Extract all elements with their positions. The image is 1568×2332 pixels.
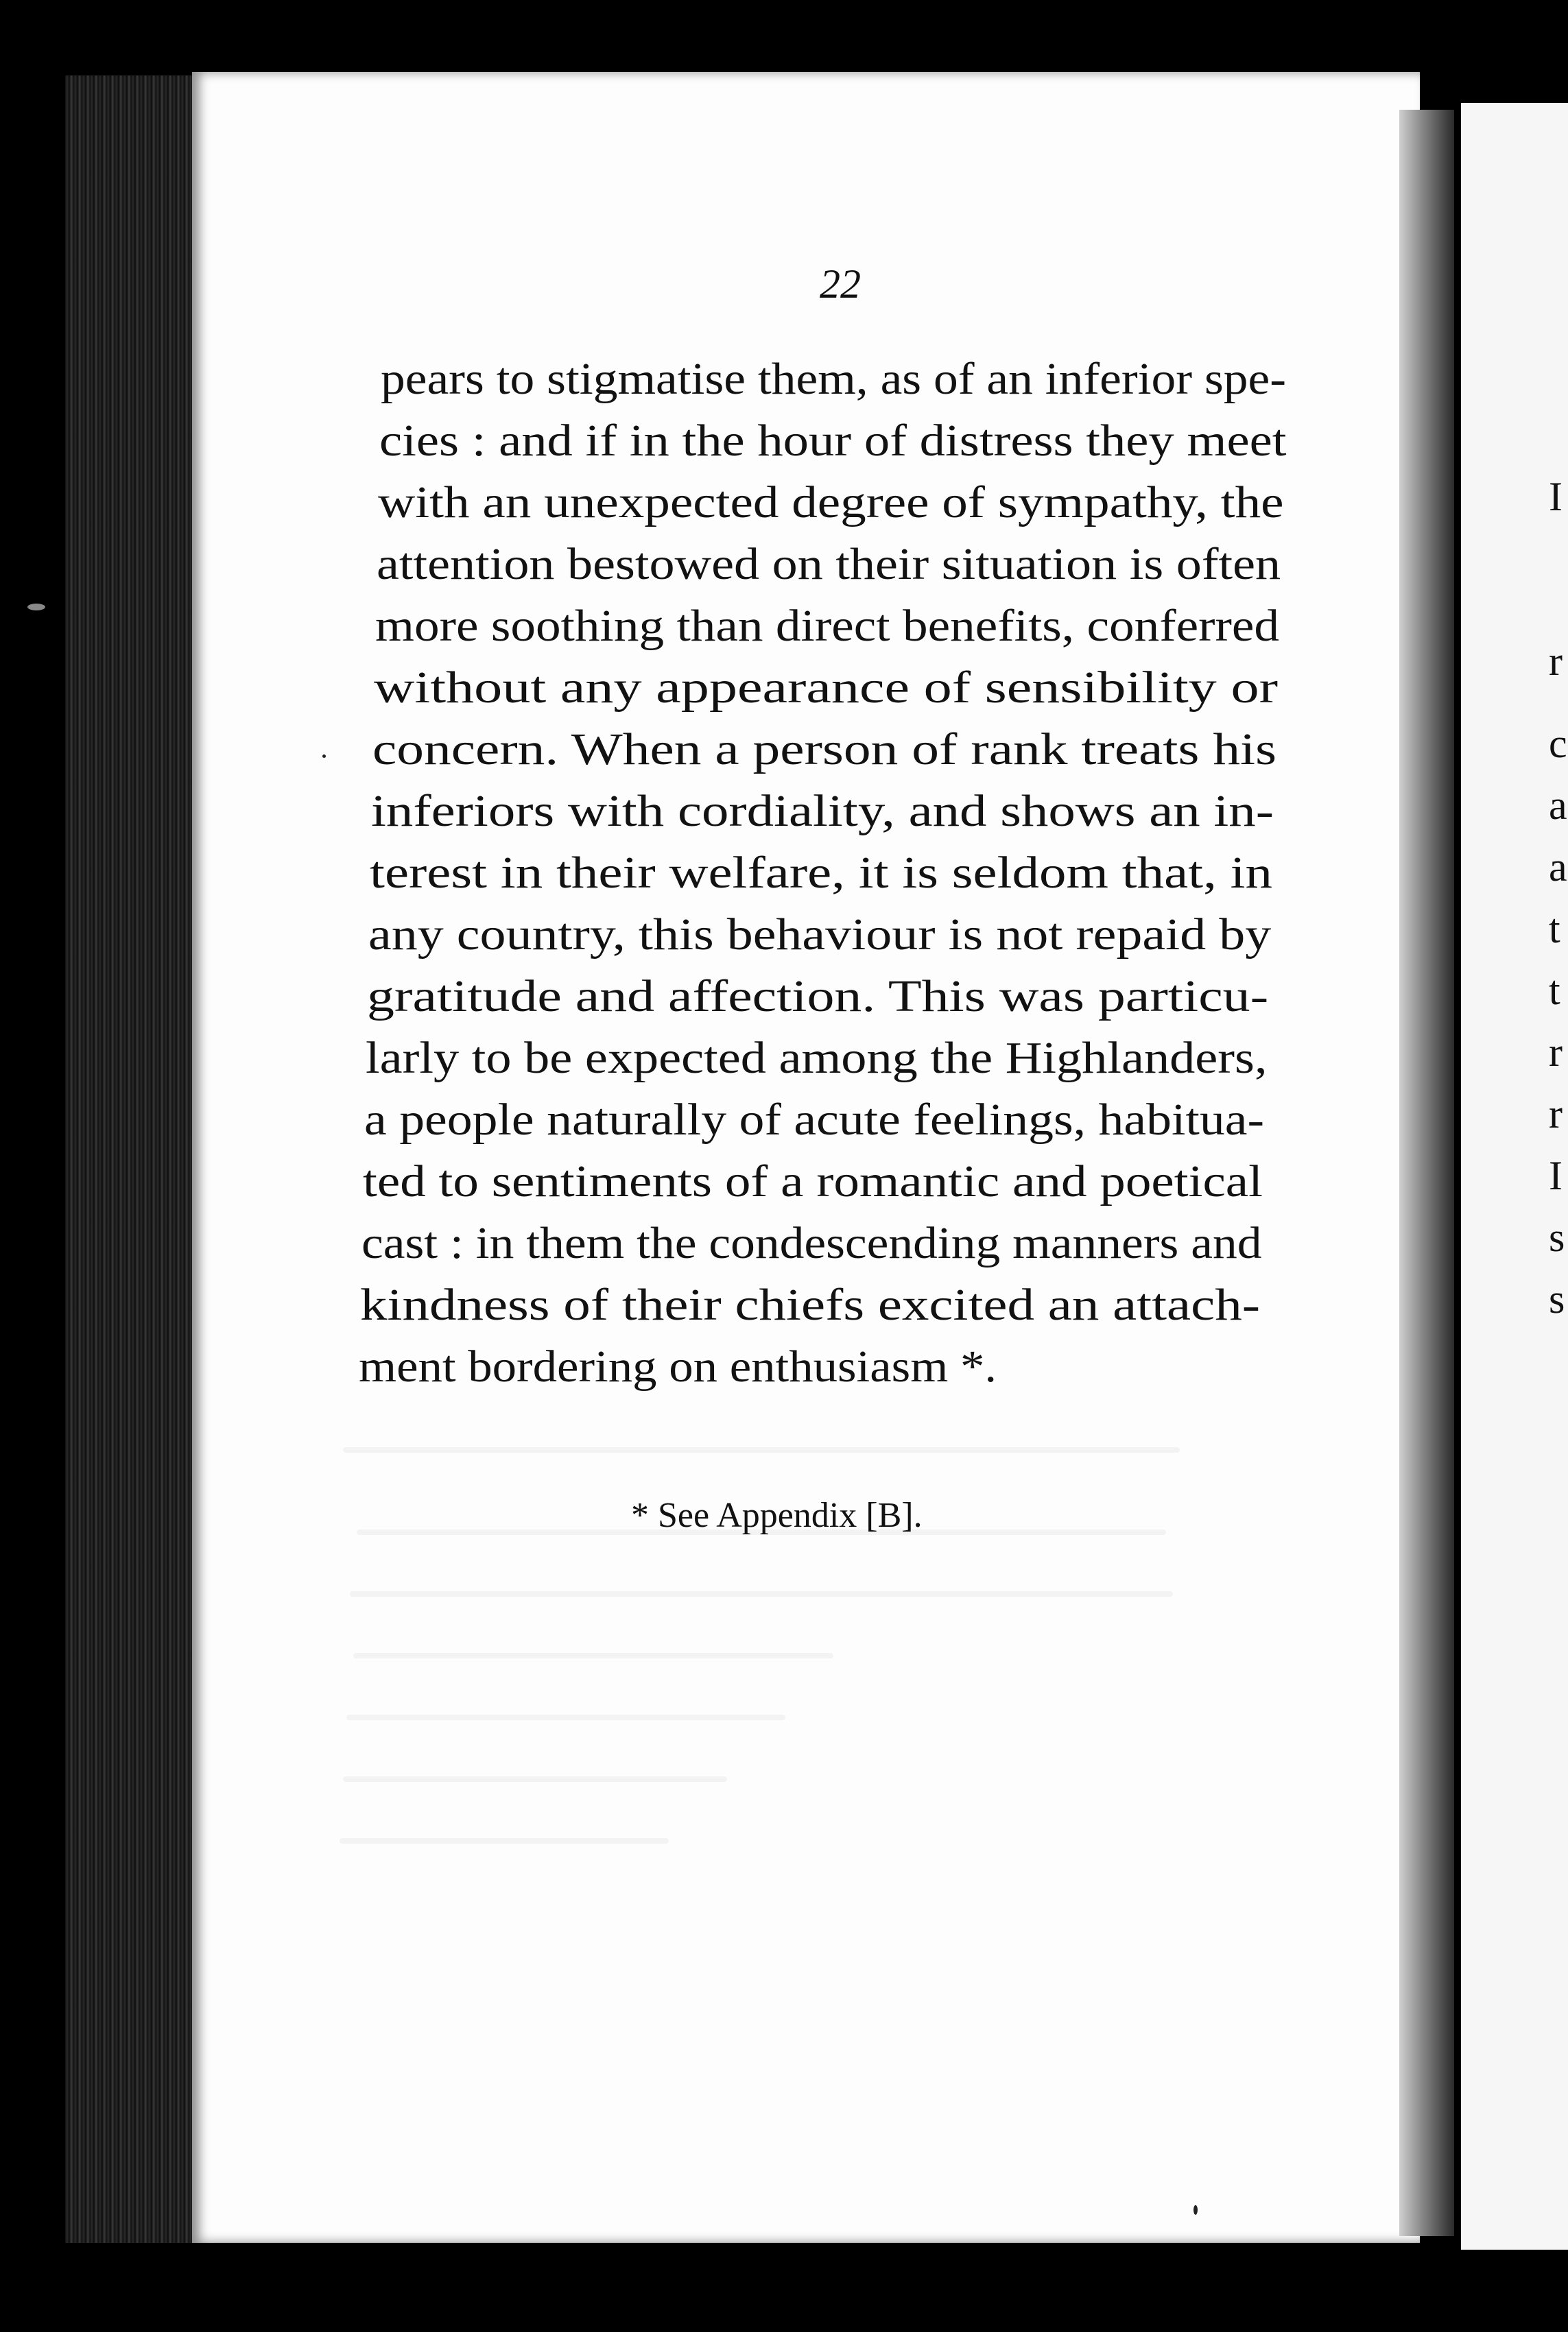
facing-page-glyph: c bbox=[1549, 721, 1567, 766]
show-through-line bbox=[340, 1838, 669, 1844]
dust-speck bbox=[322, 754, 326, 758]
show-through-line bbox=[353, 1653, 833, 1658]
facing-page-glyph: s bbox=[1549, 1215, 1565, 1260]
facing-page-glyph: r bbox=[1549, 1091, 1563, 1137]
text-line: ted to sentiments of a romantic and poetical bbox=[363, 1156, 1263, 1206]
text-line: any country, this behaviour is not repaid by bbox=[368, 909, 1272, 960]
text-line: cies : and if in the hour of distress they meet bbox=[379, 416, 1287, 466]
text-line-last: ment bordering on enthusiasm *. bbox=[359, 1342, 997, 1392]
facing-page-glyph: a bbox=[1549, 783, 1567, 828]
dust-speck bbox=[27, 604, 45, 610]
show-through-line bbox=[343, 1447, 1180, 1453]
text-line: cast : in them the condescending manners and bbox=[361, 1218, 1262, 1268]
text-line: gratitude and affection. This was particu- bbox=[367, 971, 1269, 1021]
footnote: * See Appendix [B]. bbox=[631, 1496, 923, 1535]
facing-page-glyph: t bbox=[1549, 968, 1560, 1013]
page-number: 22 bbox=[820, 261, 861, 307]
text-line: a people naturally of acute feelings, habitua- bbox=[364, 1095, 1265, 1145]
facing-page-glyph: I bbox=[1549, 1153, 1563, 1198]
text-line: larly to be expected among the Highlanders, bbox=[366, 1033, 1268, 1083]
text-line: attention bestowed on their situation is often bbox=[377, 539, 1281, 589]
show-through-line bbox=[343, 1776, 727, 1782]
text-line: more soothing than direct benefits, conferred bbox=[375, 601, 1279, 651]
text-line: pears to stigmatise them, as of an inferior spe- bbox=[381, 354, 1287, 404]
text-line: kindness of their chiefs excited an attach- bbox=[360, 1280, 1261, 1330]
text-line: inferiors with cordiality, and shows an in- bbox=[371, 786, 1274, 836]
facing-page-glyph: r bbox=[1549, 639, 1563, 684]
text-line: with an unexpected degree of sympathy, the bbox=[378, 477, 1284, 527]
facing-page-glyph: t bbox=[1549, 906, 1560, 951]
facing-page-glyph: s bbox=[1549, 1276, 1565, 1322]
facing-page-glyph: r bbox=[1549, 1030, 1563, 1075]
text-line: concern. When a person of rank treats his bbox=[372, 724, 1277, 774]
text-line: terest in their welfare, it is seldom that, in bbox=[370, 848, 1273, 898]
show-through-line bbox=[357, 1530, 1166, 1535]
dust-speck bbox=[1193, 2205, 1198, 2215]
show-through-line bbox=[350, 1591, 1173, 1597]
text-line: without any appearance of sensibility or bbox=[374, 663, 1278, 713]
facing-page-glyph: I bbox=[1549, 474, 1563, 519]
facing-page-glyph: a bbox=[1549, 844, 1567, 890]
show-through-line bbox=[346, 1715, 785, 1720]
